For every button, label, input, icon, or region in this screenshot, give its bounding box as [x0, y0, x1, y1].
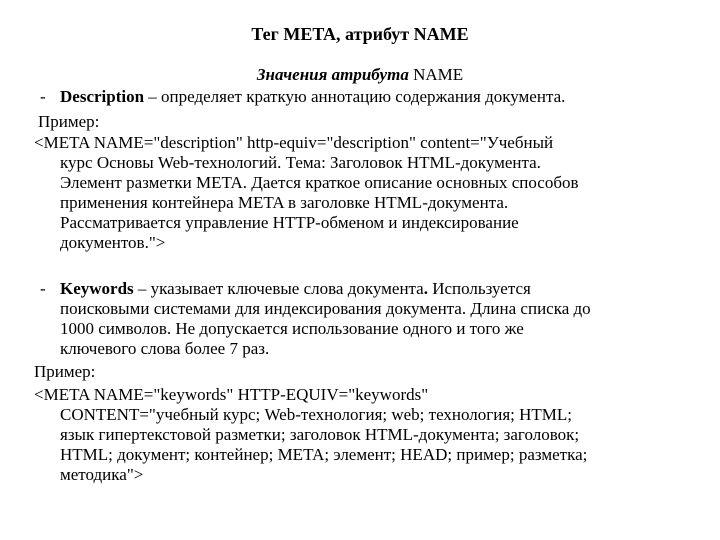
code-line: применения контейнера META в заголовке HTML-документа. [60, 193, 509, 212]
keywords-definition [60, 279, 531, 299]
bullet-dash-keywords: - [40, 279, 46, 298]
section-heading-plain: NAME [413, 65, 464, 84]
term-description: Description [60, 87, 145, 106]
description-text: – определяет краткую аннотацию содержания документа. [144, 87, 566, 106]
example-label-2: Пример: [34, 362, 96, 381]
code-line: курс Основы Web-технологий. Тема: Заголовок HTML-документа. [60, 153, 541, 172]
section-heading-bold: Значения атрибута [256, 65, 409, 84]
code-line: методика"> [60, 465, 144, 484]
code-line: CONTENT="учебный курс; Web-технология; web; технология; HTML; [60, 405, 573, 424]
keywords-text-start: – указывает ключевые слова документа [133, 279, 424, 298]
keywords-text-dot: . [423, 279, 428, 298]
code-line: Элемент разметки META. Дается краткое описание основных способов [60, 173, 579, 192]
keywords-text-line: 1000 символов. Не допускается использование одного и того же [60, 319, 524, 338]
example-label-1: Пример: [38, 112, 100, 131]
keywords-text-line: поисковыми системами для индексирования документа. Длина списка до [60, 299, 591, 318]
code-line: <META NAME="keywords" HTTP-EQUIV="keywords" [34, 385, 429, 404]
code-line: Рассматривается управление HTTP-обменом и индексирование [60, 213, 519, 232]
page-title: Тег META, атрибут NAME [251, 24, 469, 44]
code-line: документов."> [60, 233, 166, 252]
section-heading [0, 64, 720, 86]
bullet-dash-description: - [40, 87, 46, 106]
code-line: язык гипертекстовой разметки; заголовок HTML-документа; заголовок; [60, 425, 580, 444]
keywords-text-line: ключевого слова более 7 раз. [60, 339, 270, 358]
description-definition [60, 87, 565, 107]
term-keywords: Keywords [60, 279, 134, 298]
code-line: HTML; документ; контейнер; META; элемент; HEAD; пример; разметка; [60, 445, 588, 464]
code-line: <META NAME="description" http-equiv="description" content="Учебный [34, 133, 554, 152]
keywords-text-end: Используется [427, 279, 531, 298]
